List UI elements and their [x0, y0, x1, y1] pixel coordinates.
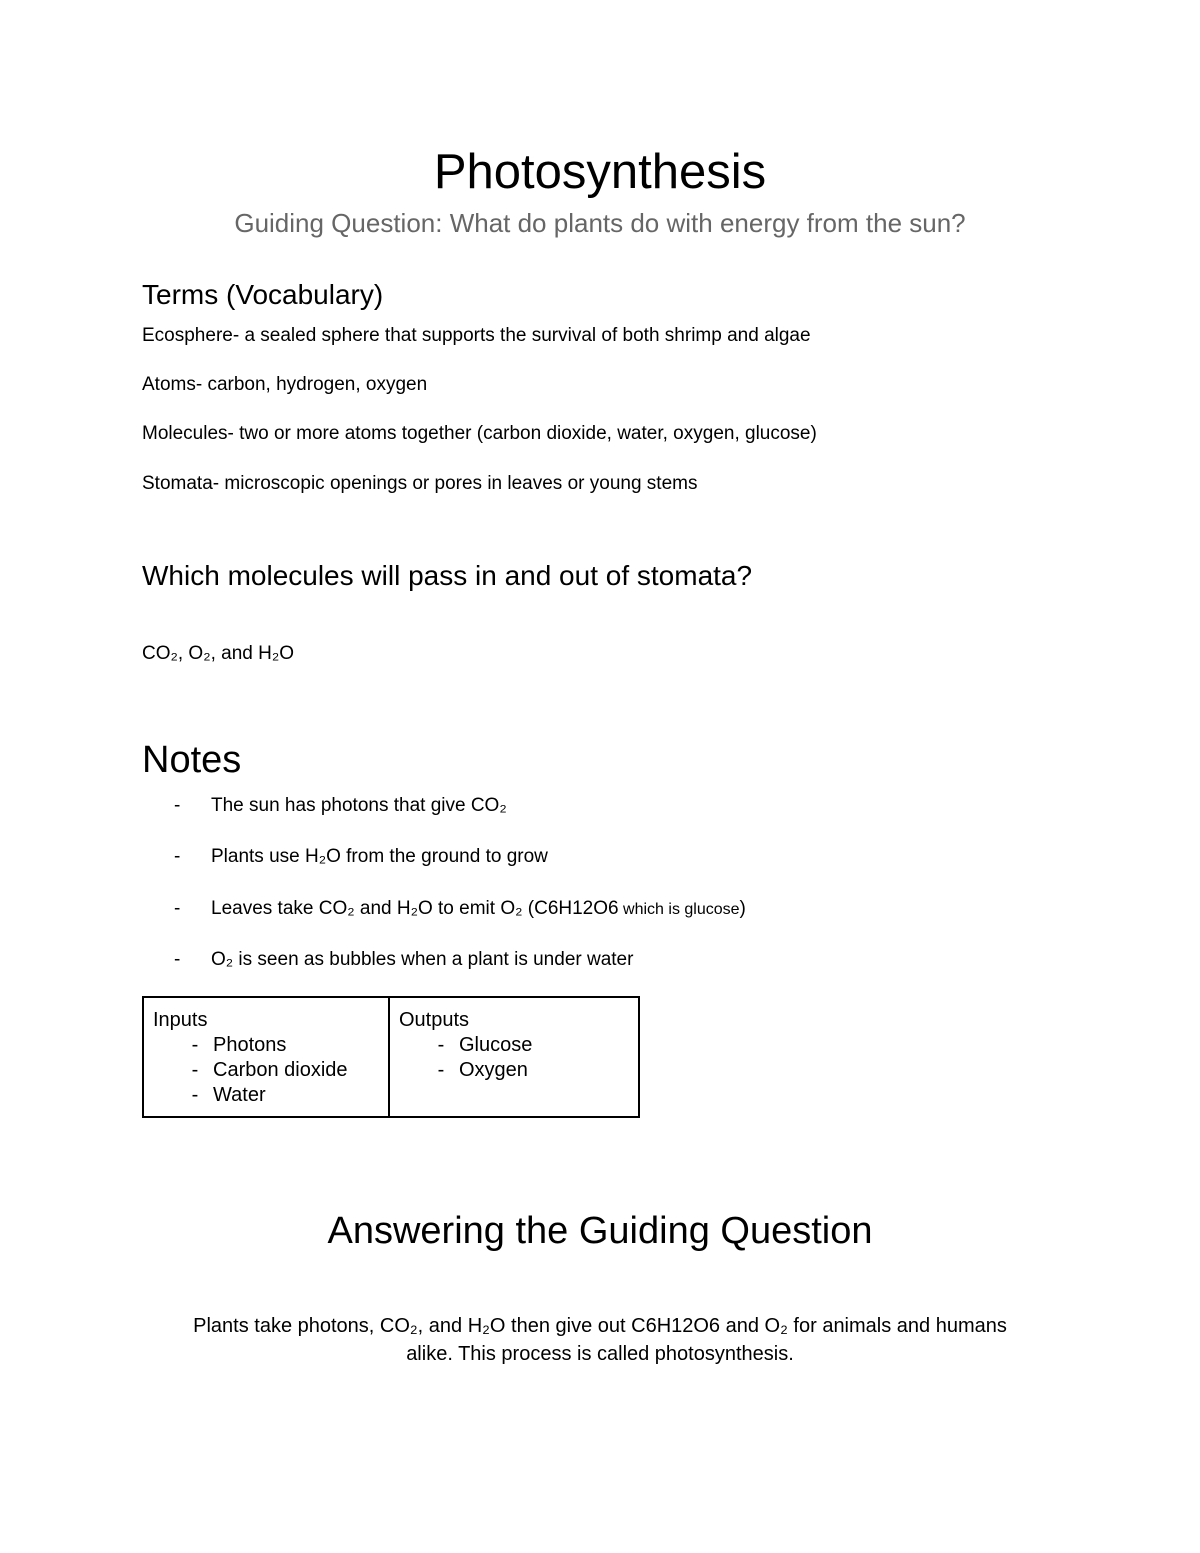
list-item — [153, 1058, 388, 1083]
answer-heading: Answering the Guiding Question — [327, 1210, 873, 1252]
answer-line-2: alike. This process is called photosynthesis. — [406, 1343, 794, 1365]
inputs-outputs-table — [142, 996, 640, 1118]
output-glucose: Glucose — [459, 1034, 533, 1056]
list-item — [399, 1058, 638, 1083]
input-photons: Photons — [213, 1034, 287, 1056]
answer-paragraph — [140, 1312, 1060, 1368]
list-dash: - — [191, 1059, 199, 1081]
input-carbon-dioxide: Carbon dioxide — [213, 1059, 348, 1081]
outputs-label: Outputs — [399, 1009, 470, 1031]
bullet-dash: - — [174, 795, 181, 816]
list-dash: - — [191, 1034, 199, 1056]
term-atoms: Atoms- carbon, hydrogen, oxygen — [142, 374, 428, 395]
term-molecules: Molecules- two or more atoms together (carbon dioxide, water, oxygen, glucose) — [142, 423, 817, 444]
guiding-question: Guiding Question: What do plants do with energy from the sun? — [234, 208, 966, 238]
list-dash: - — [437, 1059, 445, 1081]
bullet-dash: - — [174, 898, 181, 919]
output-oxygen: Oxygen — [459, 1059, 528, 1081]
term-ecosphere: Ecosphere- a sealed sphere that supports the survival of both shrimp and algae — [142, 325, 811, 346]
note-text: Leaves take CO₂ and H₂O to emit O₂ ( — [211, 898, 535, 919]
outputs-cell — [390, 998, 638, 1116]
terms-heading: Terms (Vocabulary) — [142, 279, 384, 310]
glucose-formula: C6H12O6 — [534, 898, 619, 919]
note-item: Plants use H₂O from the ground to grow — [211, 846, 548, 867]
page-title: Photosynthesis — [433, 145, 767, 199]
list-item — [399, 1033, 638, 1058]
answer-line-1: Plants take photons, CO₂, and H₂O then give out C6H12O6 and O₂ for animals and humans — [193, 1315, 1007, 1337]
term-stomata: Stomata- microscopic openings or pores in leaves or young stems — [142, 473, 698, 494]
note-item: O₂ is seen as bubbles when a plant is under water — [211, 949, 634, 970]
inputs-label: Inputs — [153, 1009, 208, 1031]
glucose-note: which is glucose — [618, 901, 740, 918]
input-water: Water — [213, 1084, 266, 1106]
list-item — [153, 1083, 388, 1108]
list-item — [153, 1033, 388, 1058]
note-item-glucose — [211, 896, 746, 923]
bullet-dash: - — [174, 846, 181, 867]
stomata-answer: CO₂, O₂, and H₂O — [142, 643, 294, 664]
note-item: The sun has photons that give CO₂ — [211, 795, 507, 816]
inputs-cell — [144, 998, 390, 1116]
list-dash: - — [191, 1084, 199, 1106]
notes-heading: Notes — [142, 739, 242, 781]
bullet-dash: - — [174, 949, 181, 970]
glucose-close-paren: ) — [739, 898, 746, 919]
list-dash: - — [437, 1034, 445, 1056]
stomata-question-heading: Which molecules will pass in and out of stomata? — [142, 560, 753, 591]
